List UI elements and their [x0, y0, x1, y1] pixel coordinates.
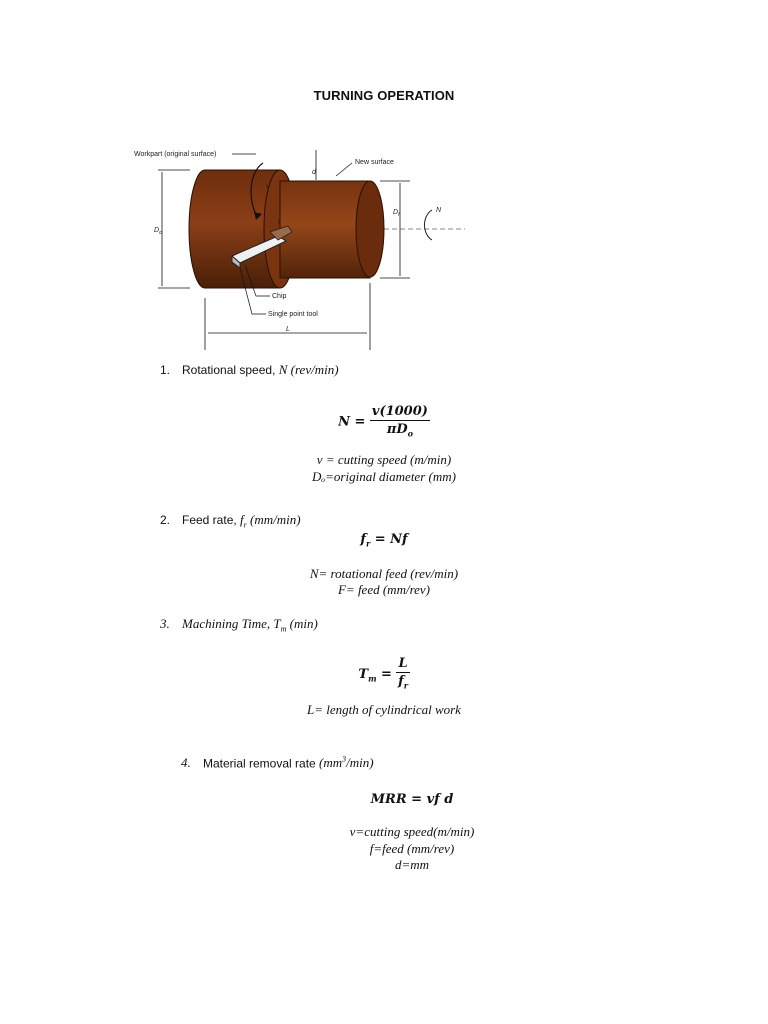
label-v: v: [266, 183, 270, 190]
label-d: d: [312, 169, 316, 176]
eq-text: [360, 532, 407, 547]
eq-text: MRR = vf d: [370, 792, 454, 807]
note-length: L= length of cylindrical work: [307, 702, 461, 717]
eq-lhs-main: T: [358, 666, 369, 682]
equation-feed-rate: [0, 530, 768, 549]
item-number: 3.: [160, 616, 170, 631]
eq-fraction: [370, 404, 430, 439]
item-variable: [240, 512, 301, 530]
note-mrr-cutting-speed: v=cutting speed(m/min): [349, 824, 475, 839]
note-original-diameter: Dₒ=original diameter (mm): [312, 469, 456, 484]
var-sup: 3: [342, 755, 347, 764]
turning-diagram: [120, 128, 470, 358]
equation-machining-time: [0, 656, 768, 691]
eq-rest: = Nf: [370, 532, 408, 547]
eq-lhs: f: [360, 532, 366, 547]
item-feed-rate: [160, 512, 301, 530]
eq-den-sub: o: [407, 428, 413, 439]
eq-den-main: f: [398, 674, 404, 689]
item-variable: N (rev/min): [278, 362, 339, 377]
item-material-removal-rate: [181, 755, 374, 771]
eq-denominator: [370, 421, 430, 439]
eq-denominator: [396, 673, 409, 691]
equation-rotational-speed: [0, 404, 768, 439]
eq-sign: =: [376, 666, 397, 682]
item-label-sub: m: [280, 624, 287, 634]
eq-lhs: N =: [338, 414, 370, 430]
label-f: f: [278, 219, 280, 226]
eq-den-main: πD: [386, 422, 408, 437]
item-machining-time: [160, 616, 318, 634]
var-main: f: [240, 512, 244, 527]
label-chip: Chip: [272, 293, 287, 300]
var-rest: /min): [346, 755, 374, 771]
label-workpart: Workpart (original surface): [134, 151, 217, 158]
note-mrr-feed: f=feed (mm/rev): [369, 841, 455, 856]
eq-lhs-sub: r: [365, 538, 371, 549]
eq-numerator: L: [398, 656, 408, 671]
label-tool: Single point tool: [268, 311, 318, 318]
label-df: $D_f$: [393, 209, 400, 218]
item-rotational-speed: [160, 362, 339, 378]
item-label: Feed rate,: [182, 513, 241, 527]
label-do: $D_o$: [154, 227, 162, 236]
var-rest: (mm/min): [246, 512, 301, 527]
turning-diagram-svg: [120, 128, 470, 358]
eq-lhs: [358, 667, 396, 682]
note-feed: F= feed (mm/rev): [337, 582, 431, 597]
eq-numerator: v(1000): [371, 404, 428, 419]
turned-workpart-face: [356, 181, 384, 277]
item-number: 2.: [160, 513, 171, 527]
note-mrr-depth: d=mm: [394, 857, 430, 872]
eq-lhs-sub: m: [368, 673, 377, 684]
label-n: N: [436, 207, 442, 214]
item-number: 1.: [160, 363, 171, 377]
equation-mrr: [0, 790, 768, 808]
label-l: L: [286, 326, 290, 333]
item-label: Material removal rate: [203, 756, 320, 771]
label-new-surface: New surface: [355, 159, 394, 166]
var-sub: r: [243, 520, 247, 530]
note-rotational-feed: N= rotational feed (rev/min): [309, 566, 459, 581]
page-title: TURNING OPERATION: [313, 88, 455, 103]
item-variable: [319, 755, 374, 770]
note-cutting-speed: v = cutting speed (m/min): [316, 452, 452, 467]
item-number: 4.: [181, 755, 191, 771]
eq-fraction: [396, 656, 409, 691]
item-label-rest: (min): [286, 616, 318, 631]
eq-den-sub: r: [403, 680, 408, 691]
item-label: Machining Time, T: [182, 616, 281, 631]
var-main: (mm: [319, 755, 343, 771]
item-label: Rotational speed,: [182, 363, 279, 377]
